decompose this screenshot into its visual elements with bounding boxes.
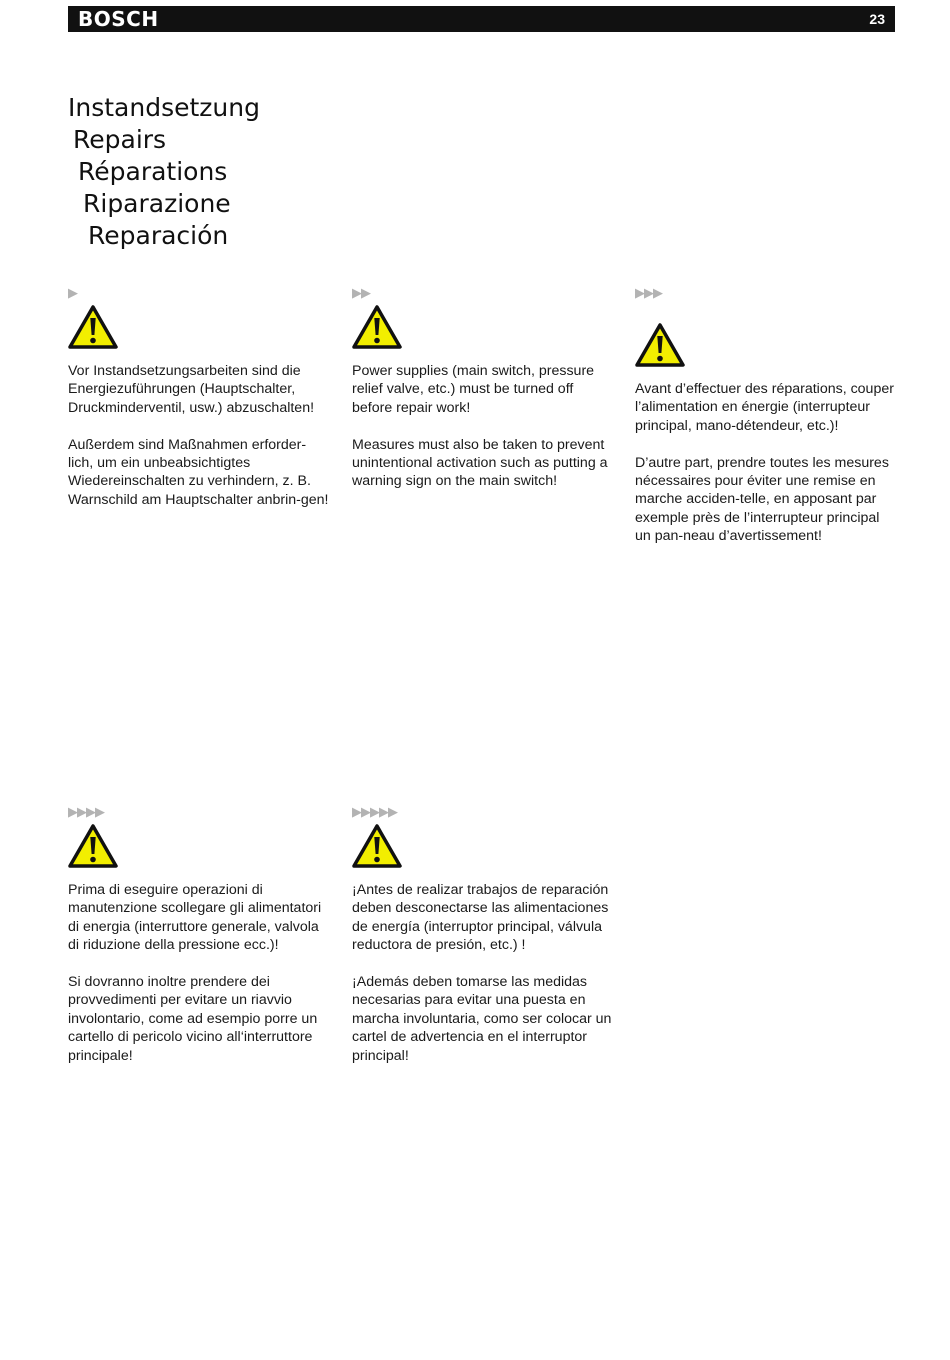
section-spanish	[352, 804, 614, 1065]
brand-logo: BOSCH	[78, 7, 159, 31]
section-marker-arrows: ▶▶▶	[635, 285, 662, 300]
section-marker-arrows: ▶▶▶▶	[68, 804, 104, 819]
paragraph: Außerdem sind Maßnahmen erforder-lich, um ein unbeabsichtigtes Wiedereinschalten zu verhindern, z. B. Warnschild am Hauptschalter anbrin-gen!	[68, 436, 329, 508]
page-number: 23	[869, 11, 885, 27]
header-bar	[68, 6, 895, 32]
paragraph: ¡Además deben tomarse las medidas necesarias para evitar una puesta en marcha involuntaria, como ser colocar un cartel de advertencia en el interruptor principal!	[352, 974, 612, 1064]
paragraph: D’autre part, prendre toutes les mesures nécessaires pour éviter une remise en marche acciden-telle, en apposant par exemple près de l’interrupteur principal un pan-neau d’avertissement!	[635, 454, 889, 545]
title-french: Réparations	[78, 157, 228, 186]
paragraph: Power supplies (main switch, pressure relief valve, etc.) must be turned off before repair work!	[352, 363, 595, 416]
section-german	[68, 285, 330, 509]
warning-triangle-icon	[635, 323, 685, 367]
page-title	[68, 92, 260, 252]
section-english	[352, 285, 614, 491]
title-german: Instandsetzung	[68, 93, 260, 122]
title-english: Repairs	[73, 125, 167, 154]
title-italian: Riparazione	[83, 189, 231, 218]
section-marker-arrows: ▶	[68, 285, 77, 300]
paragraph: Prima di eseguire operazioni di manutenzione scollegare gli alimentatori di energia (interruttore generale, valvola di riduzione della pressione ecc.)!	[68, 882, 322, 954]
title-spanish: Reparación	[88, 221, 229, 250]
section-marker-arrows: ▶▶	[352, 285, 370, 300]
paragraph: Si dovranno inoltre prendere dei provvedimenti per evitare un riavvio involontario, come ad esempio porre un cartello di pericolo vicino all‘interruttore principale!	[68, 974, 318, 1064]
section-french	[635, 285, 897, 546]
warning-triangle-icon	[352, 824, 402, 868]
paragraph: ¡Antes de realizar trabajos de reparación deben desconectarse las alimentaciones de energía (interruptor principal, válvula reductora de presión, etc.) !	[352, 882, 609, 954]
warning-triangle-icon	[68, 824, 118, 868]
paragraph: Vor Instandsetzungsarbeiten sind die Energiezuführungen (Hauptschalter, Druckminderventil, usw.) abzuschalten!	[68, 363, 315, 416]
warning-triangle-icon	[68, 305, 118, 349]
section-italian	[68, 804, 330, 1065]
paragraph: Measures must also be taken to prevent unintentional activation such as putting a warning sign on the main switch!	[352, 436, 608, 490]
section-marker-arrows: ▶▶▶▶▶	[352, 804, 397, 819]
paragraph: Avant d’effectuer des réparations, couper l’alimentation en énergie (interrupteur principal, mano-détendeur, etc.)!	[635, 381, 894, 434]
warning-triangle-icon	[352, 305, 402, 349]
